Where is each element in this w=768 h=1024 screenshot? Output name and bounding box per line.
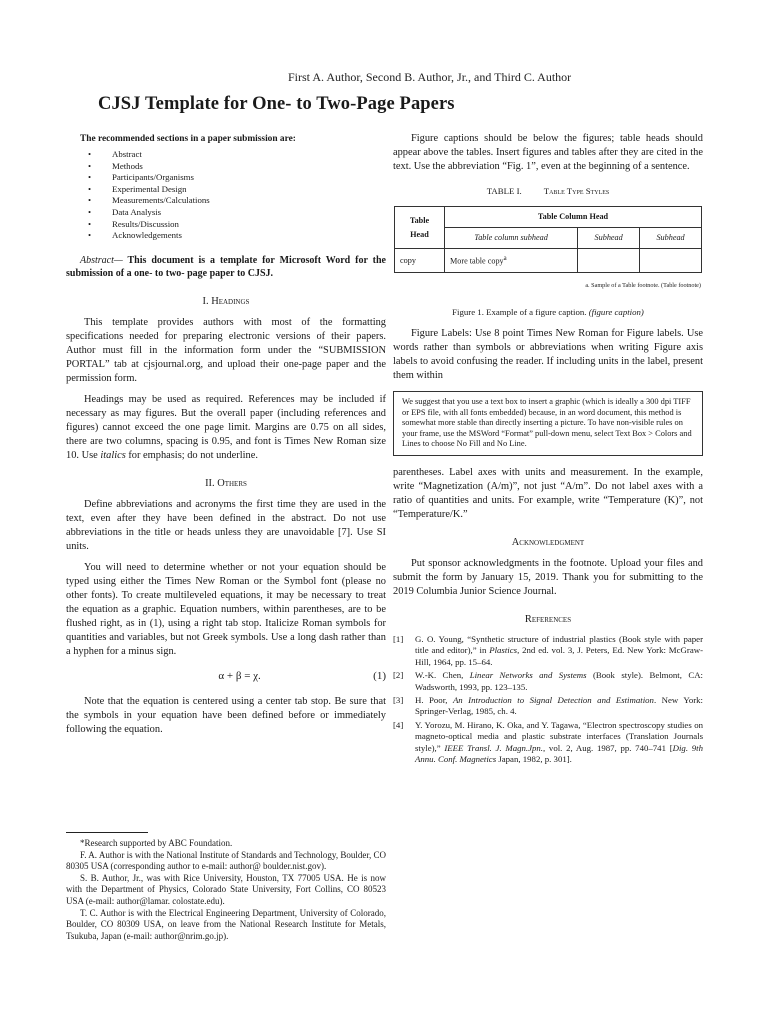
paragraph (66, 393, 386, 463)
reference-item (393, 720, 703, 766)
author-line: First A. Author, Second B. Author, Jr., and Third C. Author (288, 70, 572, 84)
table-column-head: Table Column Head (445, 207, 702, 228)
paragraph: Figure Labels: Use 8 point Times New Roman for Figure labels. Use words rather than symbols or abbreviations when writing Figure axis labels to avoid confusing the reader. If including units in the label, present them within (393, 328, 703, 381)
figure-caption-text: Figure 1. Example of a figure caption. (452, 307, 589, 317)
figure-caption-italic: (figure caption) (588, 307, 644, 317)
reference-list (393, 634, 703, 765)
table-footnote-marker: a (503, 255, 507, 263)
text-run: for emphasis; do not underline. (125, 449, 258, 461)
text-run: , vol. 2, Aug. 1987, pp. 740–741 [ (543, 742, 673, 753)
paragraph: Put sponsor acknowledgments in the footnote. Upload your files and submit the form by January 15, 2019. Thank you for submitting to the 2019 Columbia Junior Science Journal. (393, 557, 703, 597)
list-item: • Experimental Design (88, 184, 386, 196)
list-item: • Participants/Organisms (88, 172, 386, 184)
section-heading: Acknowledgment (511, 536, 585, 548)
list-item: • Data Analysis (88, 207, 386, 219)
reference-item (393, 634, 703, 668)
text-run: (Book style). Belmont, CA: Wadsworth, 1993, pp. 123–135. (415, 670, 703, 692)
section-heading: I. Headings (202, 295, 250, 307)
figure-caption (393, 305, 703, 319)
paper-title: CJSJ Template for One- to Two-Page Papers (98, 94, 455, 114)
text-run: . New York: Springer-Verlag, 1985, ch. 4. (415, 695, 703, 717)
reference-item (393, 670, 703, 693)
text-run: Headings may be used as required. References may be included if necessary as may figures. But the overall paper (including references and figures) cannot exceed the one page limit. Margins are 0.75 on all sides, there are two columns, spacing is 0.95, and font is Times New Roman size 10. Use (66, 393, 386, 461)
italic-run: IEEE Transl. J. Magn.Jpn. (444, 742, 543, 753)
sample-table (394, 206, 702, 273)
reference-text (415, 720, 703, 766)
left-column (66, 132, 386, 744)
footnotes (66, 832, 386, 942)
table-subhead: Subhead (640, 228, 702, 249)
paragraph: This template provides authors with most of the formatting specifications needed for preparing electronic versions of their papers. Author must fill in the information form under the “SUBMISSION PORTAL” tab at cjsjournal.org, and upload their one-page paper and the permission form. (66, 316, 386, 384)
footnote: S. B. Author, Jr., was with Rice University, Houston, TX 77005 USA. He is now with the Department of Physics, Colorado State University, Fort Collins, CO 80523 USA (e-mail: author@lamar. colostate.edu). (66, 872, 386, 906)
table-cell (640, 249, 702, 273)
paragraph: Define abbreviations and acronyms the first time they are used in the text, even after they have been defined in the abstract. Do not use abbreviations in the title or heads unless they are unavoidable [7]. Use SI units. (66, 498, 386, 552)
footnote: T. C. Author is with the Electrical Engineering Department, University of Colorado, Boulder, CO 80309 USA, on leave from the National Research Institute for Metals, Tsukuba, Japan (e-mail: author@nrim.go.jp). (66, 907, 386, 941)
italic-run: Linear Networks and Systems (469, 670, 587, 681)
reference-item (393, 695, 703, 718)
right-column (393, 132, 703, 767)
italic-run: Plastics (489, 645, 518, 656)
table-cell (578, 249, 640, 273)
table-subhead: Table column subhead (445, 228, 578, 249)
reference-text (415, 695, 703, 718)
table-label: TABLE I. (486, 186, 522, 196)
abstract-text: This document is a template for Microsoft Word for the submission of a one- to two- page paper to CJSJ. (66, 254, 386, 280)
text-run: , 2nd ed. vol. 3, J. Peters, Ed. New York: McGraw-Hill, 1964, pp. 15–64. (415, 645, 704, 667)
reference-number: [1] (393, 633, 404, 644)
table-head-cell: Table Head (395, 207, 445, 249)
abstract-lead: Abstract— (80, 254, 123, 266)
footnote: *Research supported by ABC Foundation. (80, 838, 233, 848)
section-heading: II. Others (205, 477, 247, 489)
footnote-rule (66, 832, 148, 833)
sections-list (88, 149, 386, 242)
graphic-text-box: We suggest that you use a text box to insert a graphic (which is ideally a 300 dpi TIFF or EPS file, with all fonts embedded) because, in an word document, this method is somewhat more stable than directly inserting a picture. To have non-visible rules on your frame, use the MSWord “Format” pull-down menu, select Text Box > Colors and Lines to choose No Fill and No Line. (393, 391, 703, 456)
list-item: • Methods (88, 161, 386, 173)
list-item: • Results/Discussion (88, 219, 386, 231)
text-run: W.-K. Chen, (415, 670, 470, 681)
section-heading: References (524, 613, 572, 625)
italic-run: Dig. 9th Annu. Conf. Magnetics (415, 742, 703, 765)
equation (66, 669, 386, 683)
reference-number: [4] (393, 719, 404, 730)
text-run: G. O. Young, “Synthetic structure of industrial plastics (Book style with paper title and editor),” in (415, 633, 703, 656)
equation-formula: α + β = χ. (218, 669, 261, 682)
table-footnote: a. Sample of a Table footnote. (Table footnote) (585, 282, 701, 289)
italic-run: italics (100, 449, 126, 461)
footnote: F. A. Author is with the National Institute of Standards and Technology, Boulder, CO 80305 USA (corresponding author to e-mail: author@ boulder.nist.gov). (66, 849, 386, 872)
reference-text (415, 670, 703, 693)
equation-number: (1) (373, 669, 386, 682)
table-subhead: Subhead (578, 228, 640, 249)
table-cell (445, 249, 578, 273)
paragraph: You will need to determine whether or not your equation should be typed using either the Times New Roman or the Symbol font (please no other fonts). To create multileveled equations, it may be necessary to treat the equation as a graphic. Equation numbers, within parentheses, are to be flushed right, as in (1), using a right tab stop. Italicize Roman symbols for quantities and variables, but not Greek symbols. Use a long dash rather than a hyphen for a minus sign. (66, 561, 386, 657)
paragraph: parentheses. Label axes with units and measurement. In the example, write “Magnetization (A/m)”, not just “A/m”. Do not label axes with a ratio of quantities and units. For example, write “Temperature (K)”, not “Temperature/K.” (393, 466, 703, 520)
paragraph: Figure captions should be below the figures; table heads should appear above the tables. Insert figures and tables after they are cited in the text. Use the abbreviation “Fig. 1”, even at the beginning of a sentence. (393, 133, 703, 172)
reference-number: [3] (393, 695, 404, 705)
text-run: Y. Yorozu, M. Hirano, K. Oka, and Y. Tagawa, “Electron spectroscopy studies on magneto-optical media and plastic substrate interfaces (Translation Journals style),” (415, 719, 703, 753)
abstract (66, 254, 386, 281)
table-cell: copy (395, 249, 445, 273)
paragraph: Note that the equation is centered using a center tab stop. Be sure that the symbols in your equation have been defined before or immediately following the equation. (66, 695, 386, 735)
text-run: Japan, 1982, p. 301]. (496, 754, 572, 765)
table-caption (393, 184, 703, 198)
reference-number: [2] (393, 670, 404, 681)
text-run: H. Poor, (415, 695, 453, 705)
table-cell-text: More table copy (450, 256, 504, 266)
reference-text (415, 634, 703, 668)
table-name: Table Type Styles (543, 186, 610, 196)
list-item: • Measurements/Calculations (88, 195, 386, 207)
italic-run: An Introduction to Signal Detection and Estimation (452, 695, 654, 705)
sections-intro: The recommended sections in a paper submission are: (80, 134, 296, 144)
list-item: • Acknowledgements (88, 230, 386, 242)
list-item: • Abstract (88, 149, 386, 161)
